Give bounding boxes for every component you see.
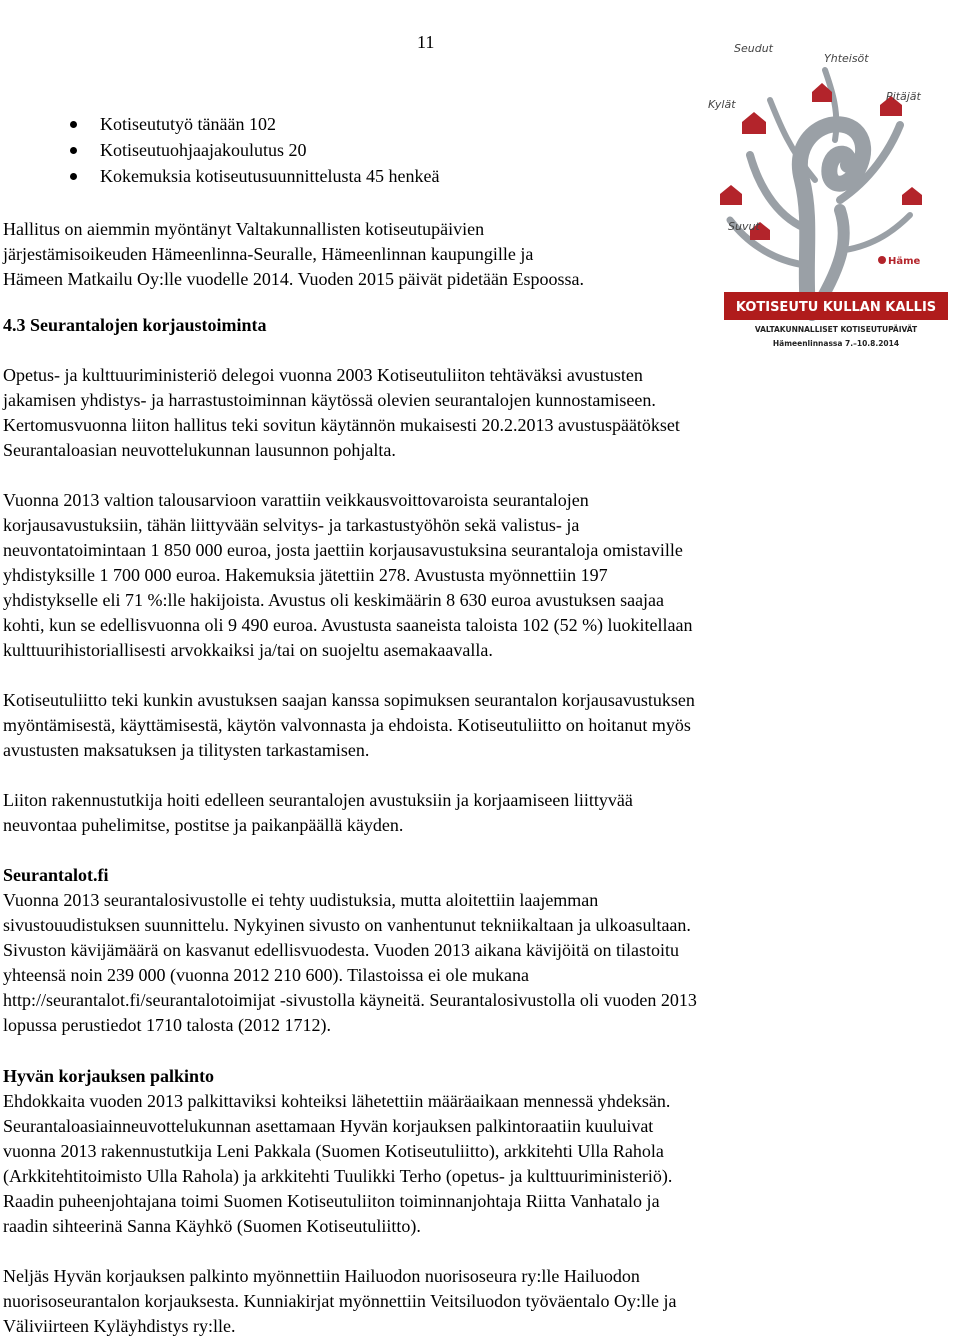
- text-line: (Arkkitehtitoimisto Ulla Rahola) ja arkkitehti Tuulikki Terho (opetus- ja kulttuuriministeriö).: [3, 1166, 673, 1186]
- text-line: Vuonna 2013 valtion talousarvioon varattiin veikkausvoittovaroista seurantalojen: [3, 490, 589, 510]
- intro-paragraph: [3, 217, 584, 292]
- text-line: yhdistyksille 1 700 000 euroa. Hakemuksia jätettiin 278. Avustusta myönnettiin 197: [3, 565, 608, 585]
- bullet-item: Kotiseutuohjaajakoulutus 20: [68, 137, 439, 163]
- text-line: sivustouudistuksen suunnittelu. Nykyinen sivusto on vanhentunut tekniikaltaan ja ulkoasultaan.: [3, 915, 691, 935]
- text-line: Kotiseutuliitto teki kunkin avustuksen saajan kanssa sopimuksen seurantalon korjausavustuksen: [3, 690, 695, 710]
- text-line: yhteensä noin 239 000 (vuonna 2012 210 600). Tilastoissa ei ole mukana: [3, 965, 529, 985]
- text-line: Raadin puheenjohtajana toimi Suomen Kotiseutuliiton toiminnanjohtaja Riitta Vanhatalo ja: [3, 1191, 660, 1211]
- text-line: http://seurantalot.fi/seurantalotoimijat -sivustolla käyneitä. Seurantalosivustolla oli vuoden 2013: [3, 990, 697, 1010]
- text-line: Sivuston kävijämäärä on kasvanut edellisvuodesta. Vuoden 2013 aikana kävijöitä on tilastoitu: [3, 940, 679, 960]
- page-number: 11: [417, 32, 435, 52]
- paragraph-budget: [3, 488, 693, 663]
- text-line: vuonna 2013 rakennustutkija Leni Pakkala (Suomen Kotiseutuliitto), arkkitehti Ulla Rahola: [3, 1141, 664, 1161]
- section-heading: 4.3 Seurantalojen korjaustoiminta: [3, 315, 267, 335]
- text-line: järjestämisoikeuden Hämeenlinna-Seuralle, Hämeenlinnan kaupungille ja: [3, 244, 534, 264]
- text-line: lopussa perustiedot 1710 talosta (2012 1712).: [3, 1015, 331, 1035]
- text-line: nuorisoseurantalon korjauksesta. Kunniakirjat myönnettiin Veitsiluodon työväentalo Oy:lle ja: [3, 1291, 677, 1311]
- kotiseutupaivat-logo: [690, 30, 952, 390]
- hame-brand: Häme: [888, 256, 921, 267]
- bullet-list: [68, 111, 439, 189]
- text-line: Kertomusvuonna liiton hallitus teki sovitun käytännön mukaisesti 20.2.2013 avustuspäätökset: [3, 415, 680, 435]
- text-line: yhdistykselle eli 71 %:lle hakijoista. Avustus oli keskimäärin 8 630 euroa avustuksen saajaa: [3, 590, 665, 610]
- text-line: kulttuurihistoriallisesti arvokkaiksi ja/tai on suojeltu asemakaavalla.: [3, 640, 493, 660]
- text-line: neuvontaa puhelimitse, postitse ja paikanpäällä käyden.: [3, 815, 404, 835]
- logo-word: Pitäjät: [886, 90, 921, 103]
- paragraph-award: [3, 1264, 677, 1339]
- text-line: Opetus- ja kulttuuriministeriö delegoi vuonna 2003 Kotiseutuliiton tehtäväksi avustusten: [3, 365, 643, 385]
- text-line: Seurantaloasian neuvottelukunnan lausunnon pohjalta.: [3, 440, 396, 460]
- banner-subtitle: VALTAKUNNALLISET KOTISEUTUPÄIVÄT: [754, 325, 918, 334]
- banner-dates: Hämeenlinnassa 7.–10.8.2014: [772, 339, 900, 348]
- text-line: korjausavustuksiin, tähän liittyvään selvitys- ja tarkastustyöhön sekä valistus- ja: [3, 515, 580, 535]
- paragraph-palkinto: [3, 1089, 672, 1239]
- logo-word: Kylät: [708, 98, 736, 111]
- text-line: avustusten maksatuksen ja tilitysten tarkastamisen.: [3, 740, 370, 760]
- bullet-item: Kotiseututyö tänään 102: [68, 111, 439, 137]
- text-line: Ehdokkaita vuoden 2013 palkittaviksi kohteiksi lähetettiin määräaikaan mennessä yhdeksän.: [3, 1091, 671, 1111]
- text-line: neuvontatoimintaan 1 850 000 euroa, josta jaettiin korjausavustuksina seurantaloja omistaville: [3, 540, 683, 560]
- paragraph-agreements: [3, 688, 695, 763]
- text-line: Hallitus on aiemmin myöntänyt Valtakunnallisten kotiseutupäivien: [3, 219, 485, 239]
- text-line: jakamisen yhdistys- ja harrastustoiminnan käytössä olevien seurantalojen kunnostamiseen.: [3, 390, 656, 410]
- palkinto-heading: Hyvän korjauksen palkinto: [3, 1066, 215, 1086]
- text-line: Vuonna 2013 seurantalosivustolle ei tehty uudistuksia, mutta aloitettiin laajemman: [3, 890, 599, 910]
- text-line: raadin sihteerinä Sanna Käyhkö (Suomen Kotiseutuliitto).: [3, 1216, 421, 1236]
- bullet-item: Kokemuksia kotiseutusuunnittelusta 45 henkeä: [68, 163, 439, 189]
- paragraph-delegation: [3, 363, 680, 463]
- paragraph-seurantalot: [3, 888, 697, 1038]
- paragraph-advice: [3, 788, 633, 838]
- logo-word: Yhteisöt: [824, 52, 869, 65]
- banner-title: KOTISEUTU KULLAN KALLIS: [735, 300, 937, 315]
- text-line: Seurantaloasiainneuvottelukunnan asettamaan Hyvän korjauksen palkintoraatiin kuuluivat: [3, 1116, 654, 1136]
- text-line: myöntämisestä, käyttämisestä, käytön valvonnasta ja ehdoista. Kotiseutuliitto on hoitanut myös: [3, 715, 691, 735]
- text-line: Hämeen Matkailu Oy:lle vuodelle 2014. Vuoden 2015 päivät pidetään Espoossa.: [3, 269, 584, 289]
- text-line: Liiton rakennustutkija hoiti edelleen seurantalojen avustuksiin ja korjaamiseen liittyvää: [3, 790, 633, 810]
- logo-word: Seudut: [734, 42, 773, 55]
- text-line: kohti, kun se edellisvuonna oli 9 490 euroa. Avustusta saaneista taloista 102 (52 %) luokitellaan: [3, 615, 693, 635]
- text-line: Väliviirteen Kyläyhdistys ry:lle.: [3, 1316, 236, 1336]
- text-line: Neljäs Hyvän korjauksen palkinto myönnettiin Hailuodon nuorisoseura ry:lle Hailuodon: [3, 1266, 640, 1286]
- logo-word: Suvut: [728, 220, 760, 233]
- seurantalot-heading: Seurantalot.fi: [3, 865, 109, 885]
